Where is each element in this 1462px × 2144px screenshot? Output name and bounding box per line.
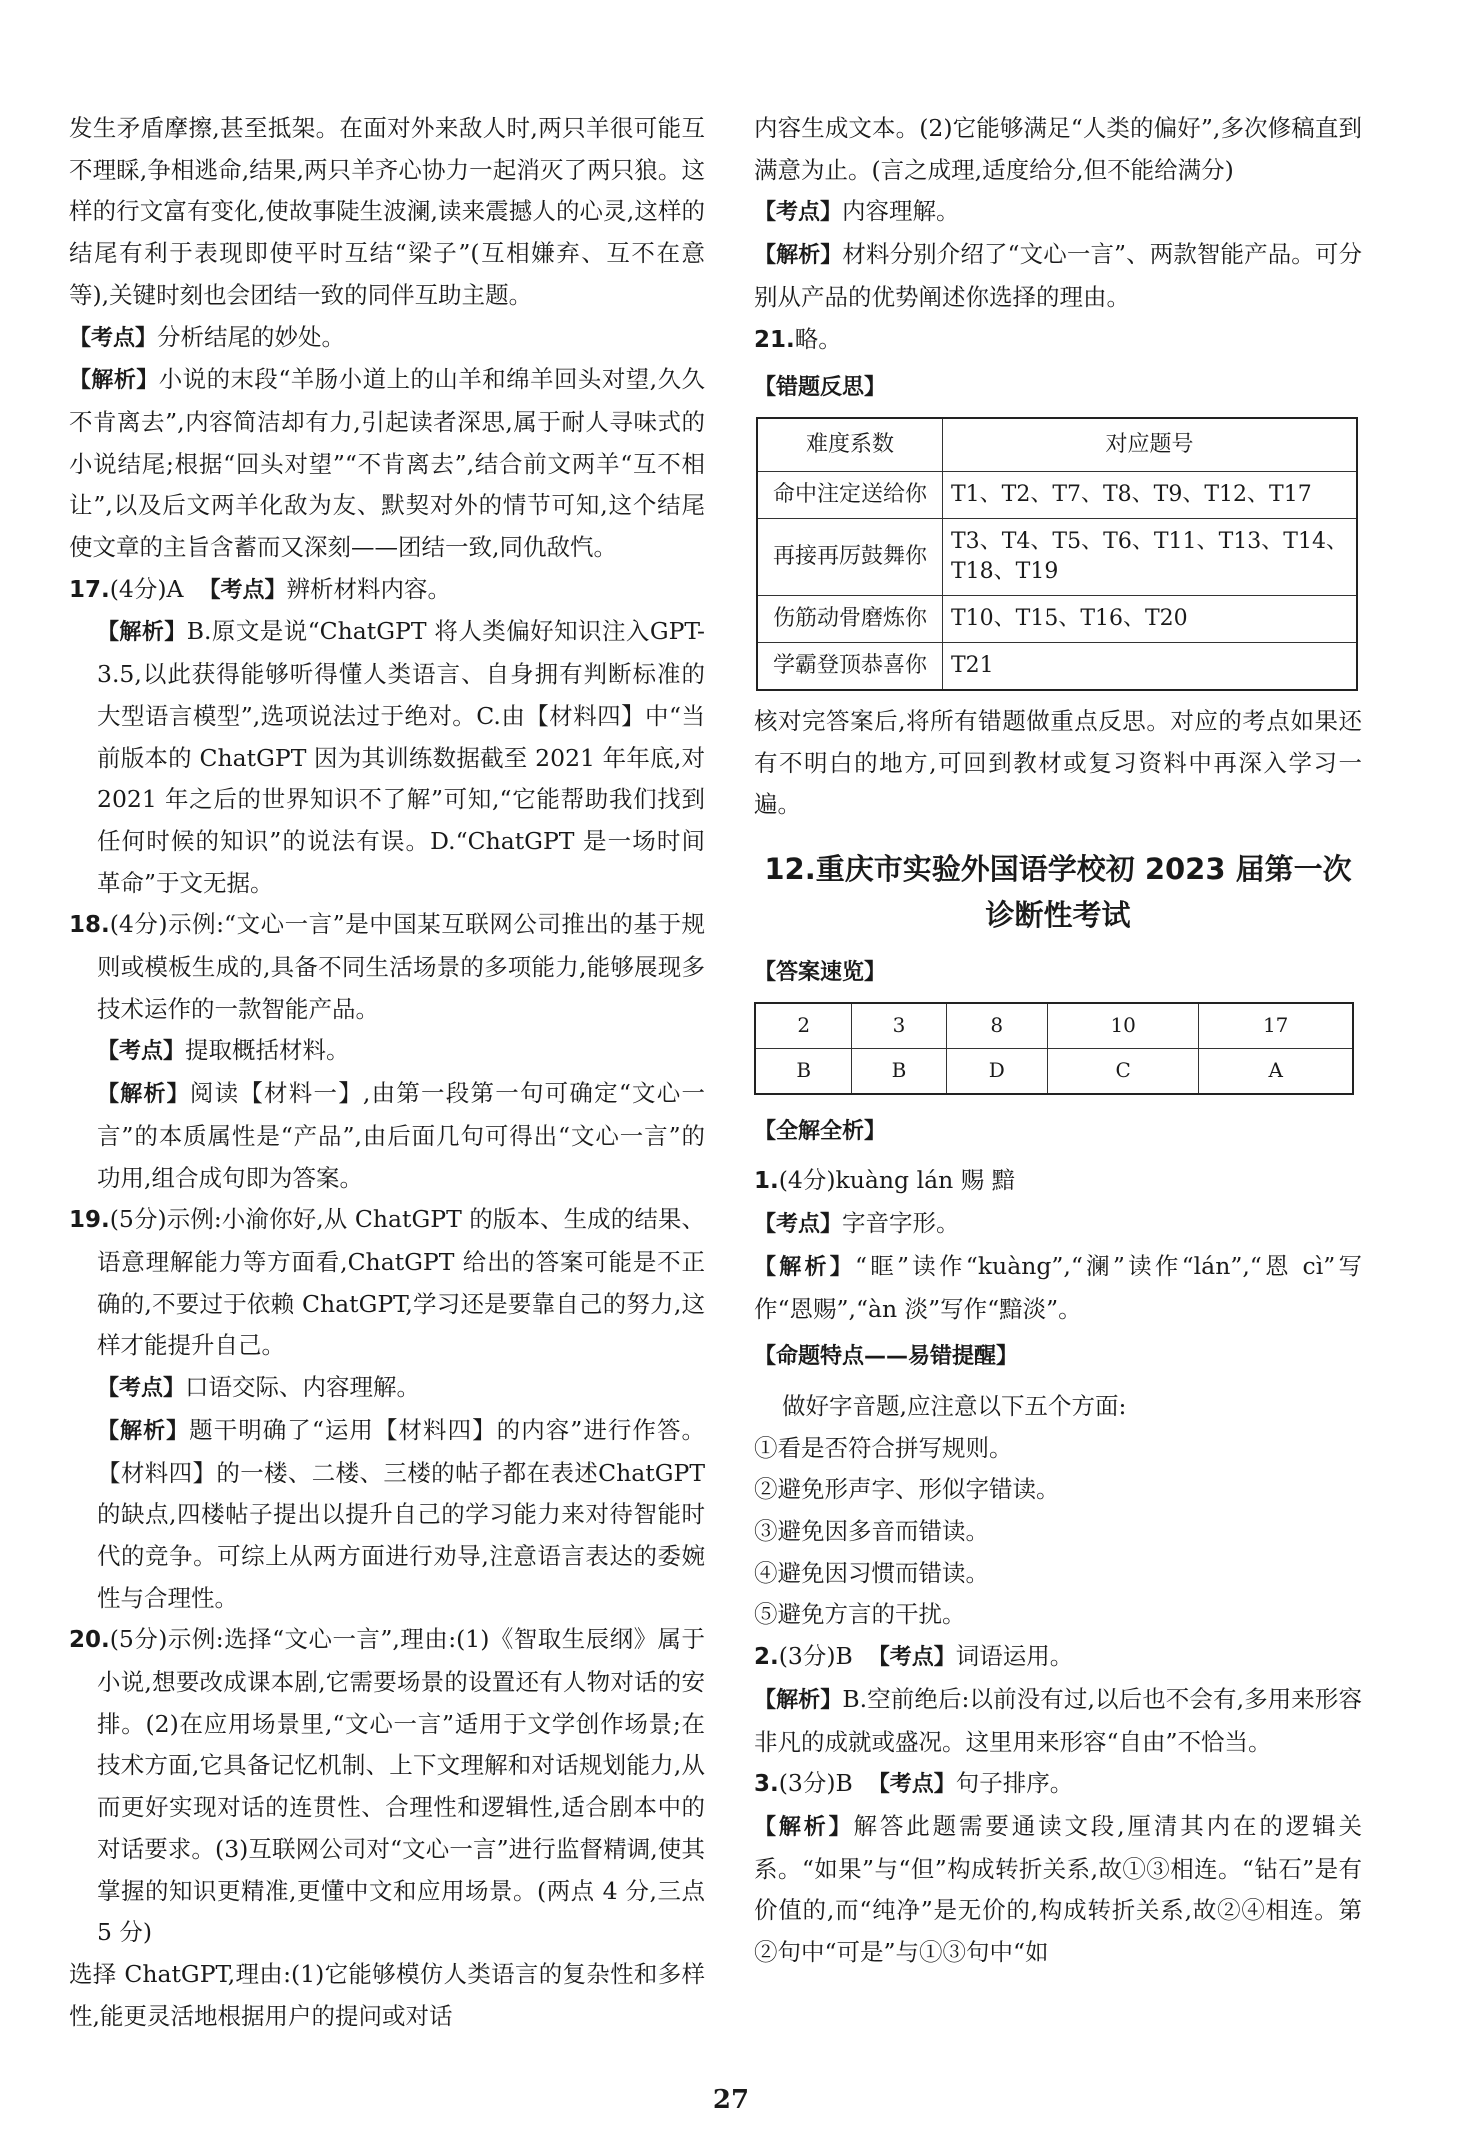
analysis xyxy=(97,1073,705,1199)
answer-line xyxy=(754,1160,1362,1203)
answer-line xyxy=(754,319,1362,362)
table-cell: B xyxy=(755,1048,852,1094)
tip-item: ④避免因习惯而错读。 xyxy=(754,1558,989,1587)
answer-line xyxy=(69,569,705,612)
reflection-note: 核对完答案后,将所有错题做重点反思。对应的考点如果还有不明白的地方,可回到教材或复习资料中再深入学习一遍。 xyxy=(754,706,1362,819)
table-cell: T21 xyxy=(943,642,1358,690)
tip-title: 【命题特点——易错提醒】 xyxy=(754,1344,1019,1370)
tip-item: ③避免因多音而错读。 xyxy=(754,1517,989,1546)
question-17 xyxy=(69,569,705,905)
table-row xyxy=(755,1003,1353,1049)
question-20 xyxy=(69,1619,705,1954)
analysis xyxy=(754,1679,1362,1763)
table-cell: 命中注定送给你 xyxy=(757,471,943,518)
table-cell: 伤筋动骨磨炼你 xyxy=(757,595,943,642)
tip-item: ①看是否符合拼写规则。 xyxy=(754,1433,1013,1462)
text: 分析结尾的妙处。 xyxy=(157,322,346,351)
text: 解答此题需要通读文段,厘清其内在的逻辑关系。“如果”与“但”构成转折关系,故①③相连。“钻石”是有价值的,而“纯净”是无价的,构成转折关系,故②④相连。第②句中“可是”与①③句中“如 xyxy=(754,1811,1362,1967)
left-column xyxy=(69,108,705,2037)
table-cell: 2 xyxy=(755,1003,852,1049)
exam-title-line: 12.重庆市实验外国语学校初 2023 届第一次 xyxy=(764,852,1352,887)
table-row xyxy=(757,642,1357,690)
paragraph: 内容生成文本。(2)它能够满足“人类的偏好”,多次修稿直到满意为止。(言之成理,适度给分,但不能给满分) xyxy=(754,114,1362,184)
text: (4分)示例:“文心一言”是中国某互联网公司推出的基于规则或模板生成的,具备不同生活场景的多项能力,能够展现多技术运作的一款智能产品。 xyxy=(97,910,705,1023)
text: 材料分别介绍了“文心一言”、两款智能产品。可分别从产品的优势阐述你选择的理由。 xyxy=(754,240,1362,311)
text: (4分)A xyxy=(109,574,184,603)
table-row xyxy=(757,471,1357,518)
label-kaodian: 【考点】 xyxy=(867,1772,956,1798)
question-number: 3. xyxy=(754,1771,779,1798)
kaodian xyxy=(97,1030,705,1073)
table-cell: C xyxy=(1047,1048,1198,1094)
analysis xyxy=(754,1246,1362,1330)
answer-line xyxy=(754,1636,1362,1679)
label-jiexi: 【解析】 xyxy=(69,368,159,394)
label-jiexi: 【解析】 xyxy=(754,1254,856,1280)
text: 内容理解。 xyxy=(842,197,960,226)
text: 阅读【材料一】,由第一段第一句可确定“文心一言”的本质属性是“产品”,由后面几句可得出“文心一言”的功用,组合成句即为答案。 xyxy=(97,1079,705,1192)
page-number: 27 xyxy=(712,2085,750,2115)
text: (3分)B xyxy=(778,1642,853,1671)
analysis xyxy=(754,234,1362,318)
analysis xyxy=(97,611,705,904)
text: (3分)B xyxy=(778,1769,853,1798)
question-18 xyxy=(69,904,705,1199)
text: 题干明确了“运用【材料四】的内容”进行作答。【材料四】的一楼、二楼、三楼的帖子都在表述ChatGPT 的缺点,四楼帖子提出以提升自己的学习能力来对待智能时代的竞争。可综上从两方面进行劝导,注意语言表达的委婉性与合理性。 xyxy=(97,1415,705,1612)
label-kaodian: 【考点】 xyxy=(754,1212,843,1238)
question-number: 18. xyxy=(69,912,110,939)
reflection-title: 【错题反思】 xyxy=(754,375,887,401)
label-kaodian: 【考点】 xyxy=(97,1376,186,1402)
quick-answers-title: 【答案速览】 xyxy=(754,960,887,986)
label-kaodian: 【考点】 xyxy=(754,200,843,226)
question-number: 1. xyxy=(754,1168,779,1195)
question-number: 19. xyxy=(69,1207,110,1234)
table-cell: 3 xyxy=(852,1003,946,1049)
text: 提取概括材料。 xyxy=(185,1036,350,1065)
table-cell: 10 xyxy=(1047,1003,1198,1049)
question-number: 2. xyxy=(754,1644,779,1671)
paragraph: 选择 ChatGPT,理由:(1)它能够模仿人类语言的复杂性和多样性,能更灵活地根据用户的提问或对话 xyxy=(69,1959,705,2030)
text: B.空前绝后:以前没有过,以后也不会有,多用来形容非凡的成就或盛况。这里用来形容“自由”不恰当。 xyxy=(754,1684,1362,1756)
paragraph xyxy=(69,359,705,569)
table-cell: B xyxy=(852,1048,946,1094)
text: “眶”读作“kuàng”,“澜”读作“lán”,“恩 cì”写作“恩赐”,“àn 淡”写作“黯淡”。 xyxy=(754,1251,1362,1323)
label-jiexi: 【解析】 xyxy=(97,620,187,646)
label-jiexi: 【解析】 xyxy=(754,243,843,269)
table-row xyxy=(757,518,1357,595)
kaodian xyxy=(97,1367,705,1410)
label-jiexi: 【解析】 xyxy=(97,1418,190,1444)
text: 口语交际、内容理解。 xyxy=(185,1373,421,1402)
label-jiexi: 【解析】 xyxy=(97,1082,190,1108)
label-kaodian: 【考点】 xyxy=(69,325,158,351)
text: 词语运用。 xyxy=(955,1642,1074,1671)
table-cell: 再接再厉鼓舞你 xyxy=(757,518,943,595)
exam-title-line: 诊断性考试 xyxy=(985,898,1131,933)
answer-line xyxy=(69,1199,705,1367)
text: 辨析材料内容。 xyxy=(286,574,451,603)
table-cell: 学霸登顶恭喜你 xyxy=(757,642,943,690)
text: (5分)示例:选择“文心一言”,理由:(1)《智取生辰纲》属于小说,想要改成课本剧,它需要场景的设置还有人物对话的安排。(2)在应用场景里,“文心一言”适用于文学创作场景;在技术方面,它具备记忆机制、上下文理解和对话规划能力,从而更好实现对话的连贯性、合理性和逻辑性,适合剧本中的对话要求。(3)互联网公司对“文心一言”进行监督精调,使其掌握的知识更精准,更懂中文和应用场景。(两点 4 分,三点 5 分) xyxy=(97,1625,705,1947)
kaodian xyxy=(754,191,1362,234)
table-cell: T1、T2、T7、T8、T9、T12、T17 xyxy=(943,471,1358,518)
exam-title xyxy=(754,846,1362,938)
table-cell: 17 xyxy=(1199,1003,1353,1049)
label-kaodian: 【考点】 xyxy=(198,577,287,603)
text: B.原文是说“ChatGPT 将人类偏好知识注入GPT-3.5,以此获得能够听得懂人类语言、自身拥有判断标准的大型语言模型”,选项说法过于绝对。C.由【材料四】中“当前版本的 ChatGPT 因为其训练数据截至 2021 年年底,对 2021 年之后的世界知识不了解”可知,“它能帮助我们找到任何时候的知识”的说法有误。D.“ChatGPT 是一场时间革命”于文无据。 xyxy=(97,617,705,897)
text: 略。 xyxy=(794,324,842,353)
text: 句子排序。 xyxy=(955,1769,1074,1798)
table-cell: T10、T15、T16、T20 xyxy=(943,595,1358,642)
answer-2 xyxy=(754,1636,1362,1679)
table-row xyxy=(757,595,1357,642)
table-header: 难度系数 xyxy=(757,418,943,472)
question-number: 21. xyxy=(754,326,795,353)
table-cell: T3、T4、T5、T6、T11、T13、T14、T18、T19 xyxy=(943,518,1358,595)
question-number: 17. xyxy=(69,576,110,603)
tip-intro: 做好字音题,应注意以下五个方面: xyxy=(782,1391,1127,1420)
text: 字音字形。 xyxy=(842,1209,960,1238)
answer-line xyxy=(69,1619,705,1954)
table-row xyxy=(755,1048,1353,1094)
label-kaodian: 【考点】 xyxy=(867,1645,956,1671)
table-header-row xyxy=(757,418,1357,472)
answer-line xyxy=(69,904,705,1030)
question-21 xyxy=(754,319,1362,362)
table-cell: A xyxy=(1199,1048,1353,1094)
analysis xyxy=(97,1410,705,1620)
label-jiexi: 【解析】 xyxy=(754,1687,843,1713)
label-kaodian: 【考点】 xyxy=(97,1039,186,1065)
kaodian xyxy=(754,1203,1362,1246)
label-jiexi: 【解析】 xyxy=(754,1814,854,1840)
tip-item: ⑤避免方言的干扰。 xyxy=(754,1600,966,1629)
table-cell: D xyxy=(946,1048,1047,1094)
paragraph xyxy=(69,317,705,360)
question-19 xyxy=(69,1199,705,1619)
answer-3 xyxy=(754,1763,1362,1806)
answer-1 xyxy=(754,1160,1362,1203)
paragraph: 发生矛盾摩擦,甚至抵架。在面对外来敌人时,两只羊很可能互不理睬,争相逃命,结果,两只羊齐心协力一起消灭了两只狼。这样的行文富有变化,使故事陡生波澜,读来震撼人的心灵,这样的结尾有利于表现即使平时互结“梁子”(互相嫌弃、互不在意等),关键时刻也会团结一致的同伴互助主题。 xyxy=(69,114,705,309)
analysis xyxy=(754,1806,1362,1974)
quick-answers-table xyxy=(754,1002,1354,1095)
text: 小说的末段“羊肠小道上的山羊和绵羊回头对望,久久不肯离去”,内容简洁却有力,引起读者深思,属于耐人寻味式的小说结尾;根据“回头对望”“不肯离去”,结合前文两羊“互不相让”,以及后文两羊化敌为友、默契对外的情节可知,这个结尾使文章的主旨含蓄而又深刻——团结一致,同仇敌忾。 xyxy=(69,365,705,562)
text: (5分)示例:小渝你好,从 ChatGPT 的版本、生成的结果、语意理解能力等方面看,ChatGPT 给出的答案可能是不正确的,不要过于依赖 ChatGPT,学习还是要靠自己的努力,这样才能提升自己。 xyxy=(97,1205,705,1360)
question-number: 20. xyxy=(69,1627,110,1654)
table-header: 对应题号 xyxy=(943,418,1358,472)
reflection-table xyxy=(756,417,1358,691)
text: (4分)kuàng lán 赐 黯 xyxy=(778,1166,1016,1195)
tip-item: ②避免形声字、形似字错读。 xyxy=(754,1475,1060,1504)
full-analysis-title: 【全解全析】 xyxy=(754,1118,887,1144)
answer-line xyxy=(754,1763,1362,1806)
table-cell: 8 xyxy=(946,1003,1047,1049)
right-column xyxy=(754,108,1362,1974)
